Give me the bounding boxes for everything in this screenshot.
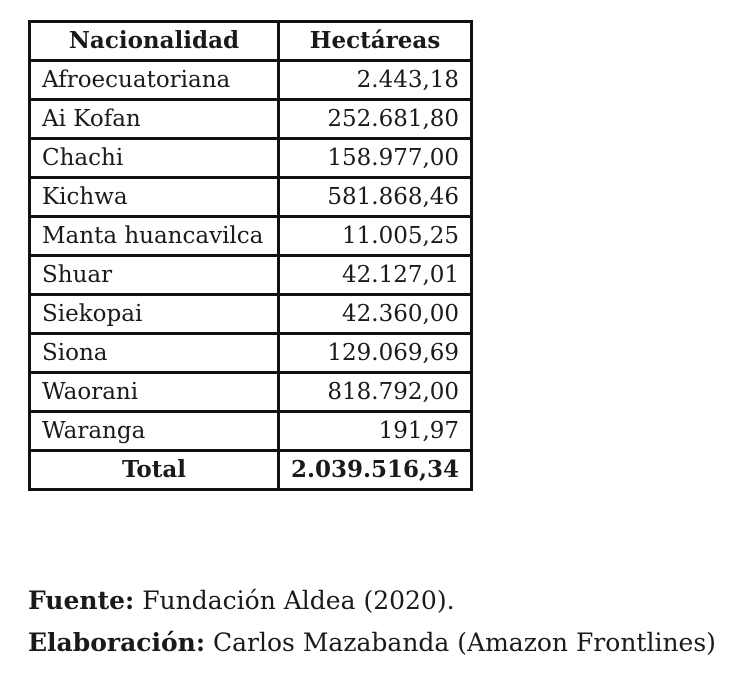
nationality-cell: Chachi [30,139,279,178]
nationality-cell: Ai Kofan [30,100,279,139]
nationality-cell: Waranga [30,412,279,451]
nationality-cell: Waorani [30,373,279,412]
table-row [30,334,472,373]
prepared-text: Carlos Mazabanda (Amazon Frontlines) [205,628,716,657]
source-text: Fundación Aldea (2020). [134,586,455,615]
total-row [30,451,472,490]
table-notes [28,580,716,664]
hectares-cell: 191,97 [279,412,472,451]
nationality-cell: Siekopai [30,295,279,334]
nationality-cell: Kichwa [30,178,279,217]
hectares-cell: 11.005,25 [279,217,472,256]
hectares-cell: 252.681,80 [279,100,472,139]
total-label: Total [30,451,279,490]
hectares-table-container [28,20,473,491]
nationality-cell: Siona [30,334,279,373]
source-note [28,580,716,622]
nationality-cell: Afroecuatoriana [30,61,279,100]
hectares-cell: 818.792,00 [279,373,472,412]
hectares-cell: 42.127,01 [279,256,472,295]
table-row [30,139,472,178]
table-row [30,178,472,217]
table-row [30,256,472,295]
table-row [30,295,472,334]
table-row [30,217,472,256]
nationality-cell: Shuar [30,256,279,295]
table-row [30,100,472,139]
table-row [30,373,472,412]
table-header-row [30,22,472,61]
hectares-cell: 581.868,46 [279,178,472,217]
table-row [30,412,472,451]
prepared-label: Elaboración: [28,628,206,657]
hectares-cell: 129.069,69 [279,334,472,373]
nationality-cell: Manta huancavilca [30,217,279,256]
hectares-cell: 42.360,00 [279,295,472,334]
hectares-cell: 2.443,18 [279,61,472,100]
source-label: Fuente: [28,586,135,615]
hectares-cell: 158.977,00 [279,139,472,178]
total-value: 2.039.516,34 [279,451,472,490]
header-nationality: Nacionalidad [30,22,279,61]
hectares-by-nationality-table [28,20,473,491]
header-hectares: Hectáreas [279,22,472,61]
table-row [30,61,472,100]
prepared-by-note [28,622,716,664]
